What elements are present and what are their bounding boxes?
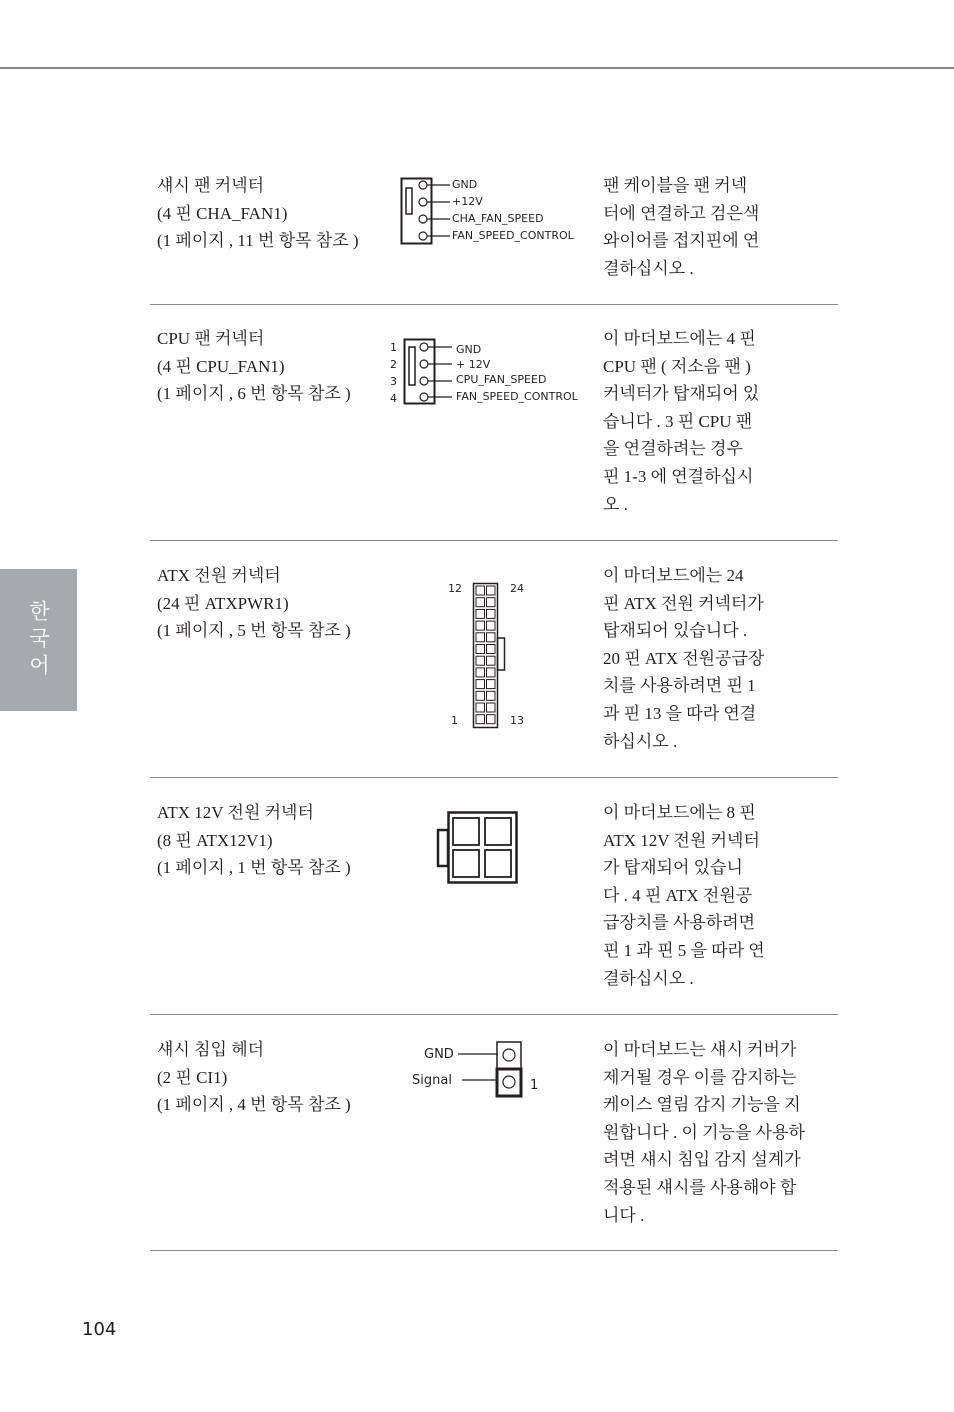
atx-pin-cell xyxy=(487,715,496,724)
pin-number: 3 xyxy=(390,375,397,388)
atx-pin-cell xyxy=(476,609,485,618)
chassis-fan-title: 섀시 팬 커넥터 (4 핀 CHA_FAN1) (1 페이지 , 11 번 항목 참조 ) xyxy=(157,176,359,251)
atx-pin-cell xyxy=(476,656,485,665)
pin-label: GND xyxy=(456,343,482,356)
section-divider xyxy=(150,304,838,305)
section-divider xyxy=(150,777,838,778)
section-divider xyxy=(150,540,838,541)
section-cpu-fan xyxy=(150,325,838,541)
top-rule xyxy=(0,67,954,69)
chassis-intrusion-title: 섀시 침입 헤더 (2 핀 CI1) (1 페이지 , 4 번 항목 참조 ) xyxy=(157,1040,351,1115)
section-divider xyxy=(150,1014,838,1015)
pin-label: CPU_FAN_SPEED xyxy=(456,373,547,386)
atx-pin-cell xyxy=(487,621,496,630)
pin-label: FAN_SPEED_CONTROL xyxy=(456,390,578,403)
pin-number: 1 xyxy=(390,341,397,354)
atx-power-title: ATX 전원 커넥터 (24 핀 ATXPWR1) (1 페이지 , 5 번 항목 참조 ) xyxy=(157,566,351,641)
chassis-fan-diagram xyxy=(400,176,590,248)
chassis-fan-description: 팬 케이블을 팬 커넥 터에 연결하고 검은색 와이어를 접지핀에 연 결하십시오 . xyxy=(603,176,760,278)
section-chassis-intrusion xyxy=(150,1036,838,1252)
section-atx-power xyxy=(150,562,838,778)
section-chassis-fan xyxy=(150,172,838,305)
atx-pin-cell xyxy=(487,668,496,677)
pin-label: FAN_SPEED_CONTROL xyxy=(452,229,574,242)
atx12v-8pin-diagram xyxy=(435,809,525,887)
page-number: 104 xyxy=(82,1319,117,1340)
chassis-intrusion-description: 이 마더보드는 섀시 커버가 제거될 경우 이를 감지하는 케이스 열림 감지 기능을 지 원합니다 . 이 기능을 사용하 려면 섀시 침입 감지 설계가 적용된 섀시를 사용해야 합 니다 . xyxy=(603,1040,805,1225)
atx-pin-cell xyxy=(476,691,485,700)
atx-pin-cell xyxy=(487,691,496,700)
atx-power-description: 이 마더보드에는 24 핀 ATX 전원 커넥터가 탑재되어 있습니다 . 20 핀 ATX 전원공급장 치를 사용하려면 핀 1 과 핀 13 을 따라 연결 하십시오 . xyxy=(603,566,765,751)
pin-label: 13 xyxy=(510,714,524,727)
atx-pin-cell xyxy=(487,680,496,689)
section-atx12v-power xyxy=(150,799,838,1015)
atx-pin-cell xyxy=(487,586,496,595)
atx-pin-cell xyxy=(476,715,485,724)
pin-label: Signal xyxy=(412,1073,452,1088)
pin-label: GND xyxy=(452,178,478,191)
atx-pin-cell xyxy=(487,598,496,607)
atx-power-24pin-diagram xyxy=(440,576,540,736)
pin-label: +12V xyxy=(452,195,483,208)
atx-pin-cell xyxy=(487,609,496,618)
atx-pin-cell xyxy=(476,680,485,689)
language-label: 한국어 xyxy=(26,599,51,681)
pin-number: 4 xyxy=(390,392,397,405)
atx-pin-cell xyxy=(487,656,496,665)
atx-pin-cell xyxy=(476,645,485,654)
cpu-fan-title: CPU 팬 커넥터 (4 핀 CPU_FAN1) (1 페이지 , 6 번 항목 참조 ) xyxy=(157,329,351,404)
cpu-fan-diagram xyxy=(388,337,588,407)
pin-label: CHA_FAN_SPEED xyxy=(452,212,544,225)
pin-label: 1 xyxy=(451,714,458,727)
atx-pin-cell xyxy=(476,586,485,595)
atx12v-power-description: 이 마더보드에는 8 핀 ATX 12V 전원 커넥터 가 탑재되어 있습니 다 . 4 핀 ATX 전원공 급장치를 사용하려면 핀 1 과 핀 5 을 따라 연 결하십시오 . xyxy=(603,803,765,988)
pin-number: 2 xyxy=(390,358,397,371)
chassis-intrusion-diagram xyxy=(408,1040,548,1104)
cpu-fan-description: 이 마더보드에는 4 핀 CPU 팬 ( 저소음 팬 ) 커넥터가 탑재되어 있 습니다 . 3 핀 CPU 팬 을 연결하려는 경우 핀 1-3 에 연결하십시 오 . xyxy=(603,329,760,514)
pin-label: + 12V xyxy=(456,358,491,371)
atx-pin-cell xyxy=(487,633,496,642)
atx-pin-cell xyxy=(476,633,485,642)
language-side-tab xyxy=(0,569,77,711)
section-divider xyxy=(150,1250,838,1251)
pin-number: 1 xyxy=(530,1078,539,1093)
pin-label: 24 xyxy=(510,582,524,595)
pin-label: 12 xyxy=(448,582,462,595)
atx-pin-cell xyxy=(476,598,485,607)
atx-pin-cell xyxy=(487,703,496,712)
atx-pin-cell xyxy=(476,703,485,712)
atx-pin-cell xyxy=(476,668,485,677)
pin-label: GND xyxy=(424,1047,454,1062)
atx12v-power-title: ATX 12V 전원 커넥터 (8 핀 ATX12V1) (1 페이지 , 1 번 항목 참조 ) xyxy=(157,803,351,878)
atx-pin-cell xyxy=(487,645,496,654)
atx-pin-cell xyxy=(476,621,485,630)
